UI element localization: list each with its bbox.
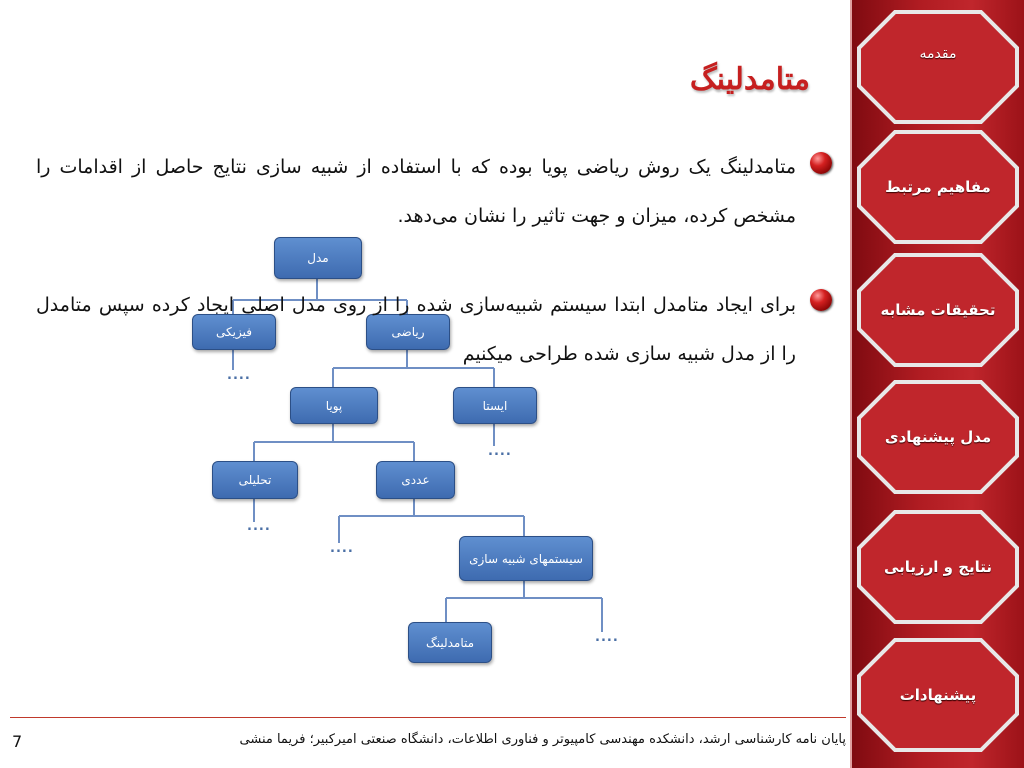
sidebar-item-related-concepts[interactable] — [855, 128, 1021, 246]
sidebar-item-suggestions[interactable] — [855, 636, 1021, 754]
slide-title: متامدلینگ — [689, 62, 810, 97]
footer-text: پایان نامه کارشناسی ارشد، دانشکده مهندسی کامپیوتر و فناوری اطلاعات، دانشگاه صنعتی امیرکبیر؛ فریما منشی — [239, 732, 846, 747]
sidebar-item-proposed-model[interactable] — [855, 378, 1021, 496]
node-static: ایستا — [453, 387, 537, 424]
node-model: مدل — [274, 237, 362, 279]
node-analytic: تحلیلی — [212, 461, 298, 499]
node-simulation-systems: سیستمهای شبیه سازی — [459, 536, 593, 581]
ellipsis-physical: .... — [227, 368, 251, 383]
ellipsis-numeric: .... — [330, 541, 354, 556]
sidebar-item-label: پیشنهادات — [899, 686, 977, 704]
sidebar-item-similar-research[interactable] — [855, 251, 1021, 369]
sidebar-item-label: تحقیقات مشابه — [880, 301, 996, 319]
bullet-icon — [810, 289, 832, 311]
ellipsis-static: .... — [488, 444, 512, 459]
node-dynamic: پویا — [290, 387, 378, 424]
bullet-text-2: برای ایجاد متامدل ابتدا سیستم شبیه‌سازی شده را از روی مدل اصلی ایجاد کرده سپس متامدل را از مدل شبیه سازی شده طراحی میکنیم — [36, 294, 796, 365]
bullet-text-1: متامدلینگ یک روش ریاضی پویا بوده که با استفاده از شبیه سازی نتایج حاصل از اقدامات را مشخص کرده، میزان و جهت تاثیر را نشان می‌دهد. — [36, 156, 796, 227]
ellipsis-analytic: .... — [247, 519, 271, 534]
node-math: ریاضی — [366, 314, 450, 350]
page-number: 7 — [12, 732, 23, 751]
sidebar-item-label: مدل پیشنهادی — [884, 428, 992, 446]
bullet-icon — [810, 152, 832, 174]
sidebar-item-label: مفاهیم مرتبط — [885, 178, 991, 196]
ellipsis-simulation: .... — [595, 630, 619, 645]
node-physical: فیزیکی — [192, 314, 276, 350]
sidebar-item-introduction[interactable] — [855, 8, 1021, 126]
node-metamodeling: متامدلینگ — [408, 622, 492, 663]
footer-divider — [10, 717, 846, 718]
sidebar-item-results[interactable] — [855, 508, 1021, 626]
sidebar-item-label: نتایج و ارزیابی — [883, 558, 993, 576]
node-numeric: عددی — [376, 461, 455, 499]
sidebar-item-label: مقدمه — [919, 46, 957, 62]
